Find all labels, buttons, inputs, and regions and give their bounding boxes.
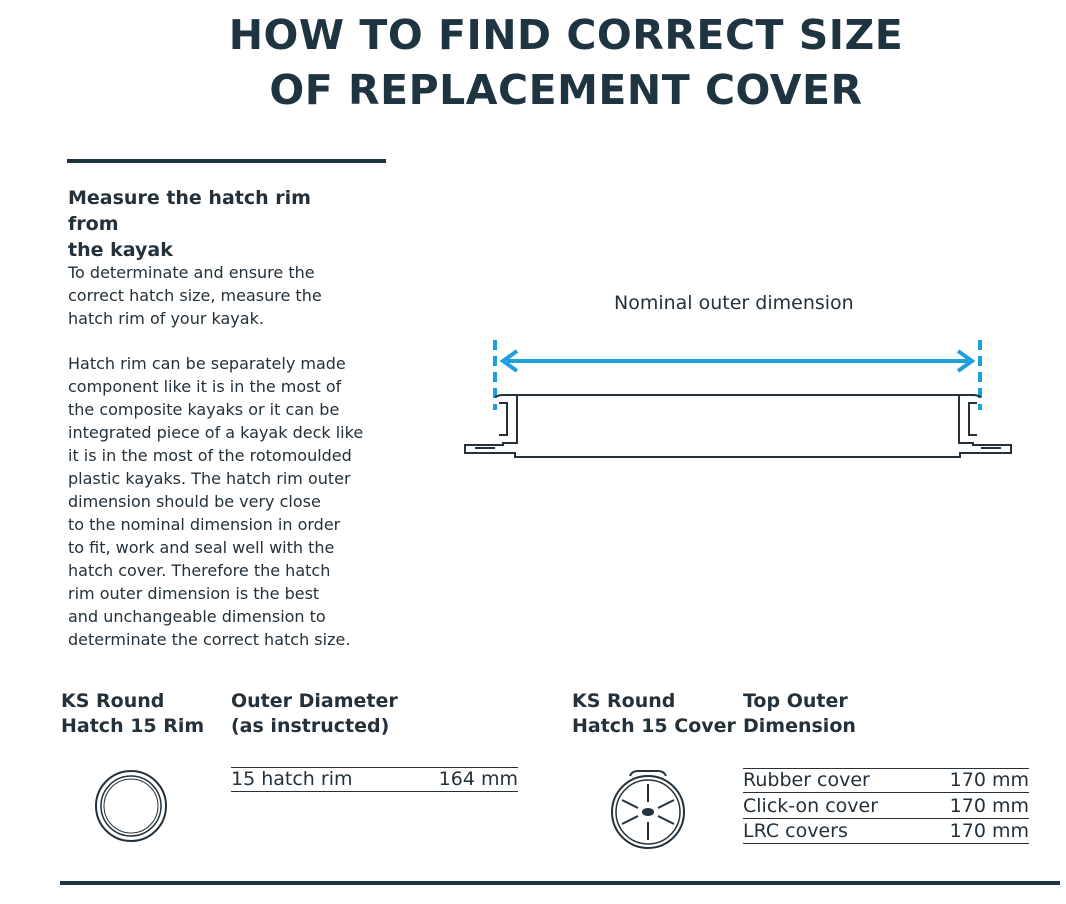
cover-table-row (743, 819, 1029, 844)
cover-row-value: 170 mm (949, 820, 1029, 842)
rim-table-row (231, 767, 518, 792)
title-line-2: OF REPLACEMENT COVER (269, 66, 863, 114)
rim-header-line-1: Outer Diameter (231, 690, 398, 712)
page-title (0, 8, 1066, 118)
cover-header-line-1: Top Outer (743, 690, 848, 712)
rim-profile (465, 395, 1011, 457)
cover-row-name: LRC covers (743, 820, 848, 842)
cover-column-heading (743, 689, 856, 739)
cover-product-line-1: KS Round (572, 690, 676, 712)
page-bottom-divider (60, 881, 1060, 885)
cover-table-row (743, 794, 1029, 819)
hatch-cover-icon (608, 768, 688, 850)
rim-column-heading (231, 689, 398, 739)
section-heading: Measure the hatch rim from the kayak (68, 187, 311, 261)
cover-header-line-2: Dimension (743, 715, 856, 737)
rim-row-name: 15 hatch rim (231, 768, 353, 790)
cover-table-row (743, 768, 1029, 793)
explanation-paragraph: Hatch rim can be separately made component like it is in the most of the composite kayaks or it can be integrated piece of a kayak deck like it is in the most of the rotomoulded plastic kayaks. The hatch rim outer dimension should be very close to the nominal dimension in order to fit, work and seal well with the hatch cover. Therefore the hatch rim outer dimension is the best and unchangeable dimension to determinate the correct hatch size. (68, 354, 364, 649)
rim-header-line-2: (as instructed) (231, 715, 390, 737)
rim-row-value: 164 mm (438, 768, 518, 790)
dimension-label: Nominal outer dimension (614, 292, 854, 314)
cover-product-heading (572, 689, 736, 739)
cover-row-value: 170 mm (949, 769, 1029, 791)
title-line-1: HOW TO FIND CORRECT SIZE (228, 11, 904, 59)
rim-product-line-2: Hatch 15 Rim (61, 715, 205, 737)
cover-row-value: 170 mm (949, 795, 1029, 817)
section-top-divider (67, 159, 386, 163)
rim-product-line-1: KS Round (61, 690, 165, 712)
cover-product-line-2: Hatch 15 Cover (572, 715, 736, 737)
rim-product-heading (61, 689, 204, 739)
cover-row-name: Rubber cover (743, 769, 870, 791)
cover-row-name: Click-on cover (743, 795, 879, 817)
intro-paragraph: To determinate and ensure the correct hatch size, measure the hatch rim of your kayak. (68, 263, 322, 328)
round-rim-icon (93, 768, 169, 844)
hatch-rim-cross-section-diagram (455, 285, 1025, 475)
